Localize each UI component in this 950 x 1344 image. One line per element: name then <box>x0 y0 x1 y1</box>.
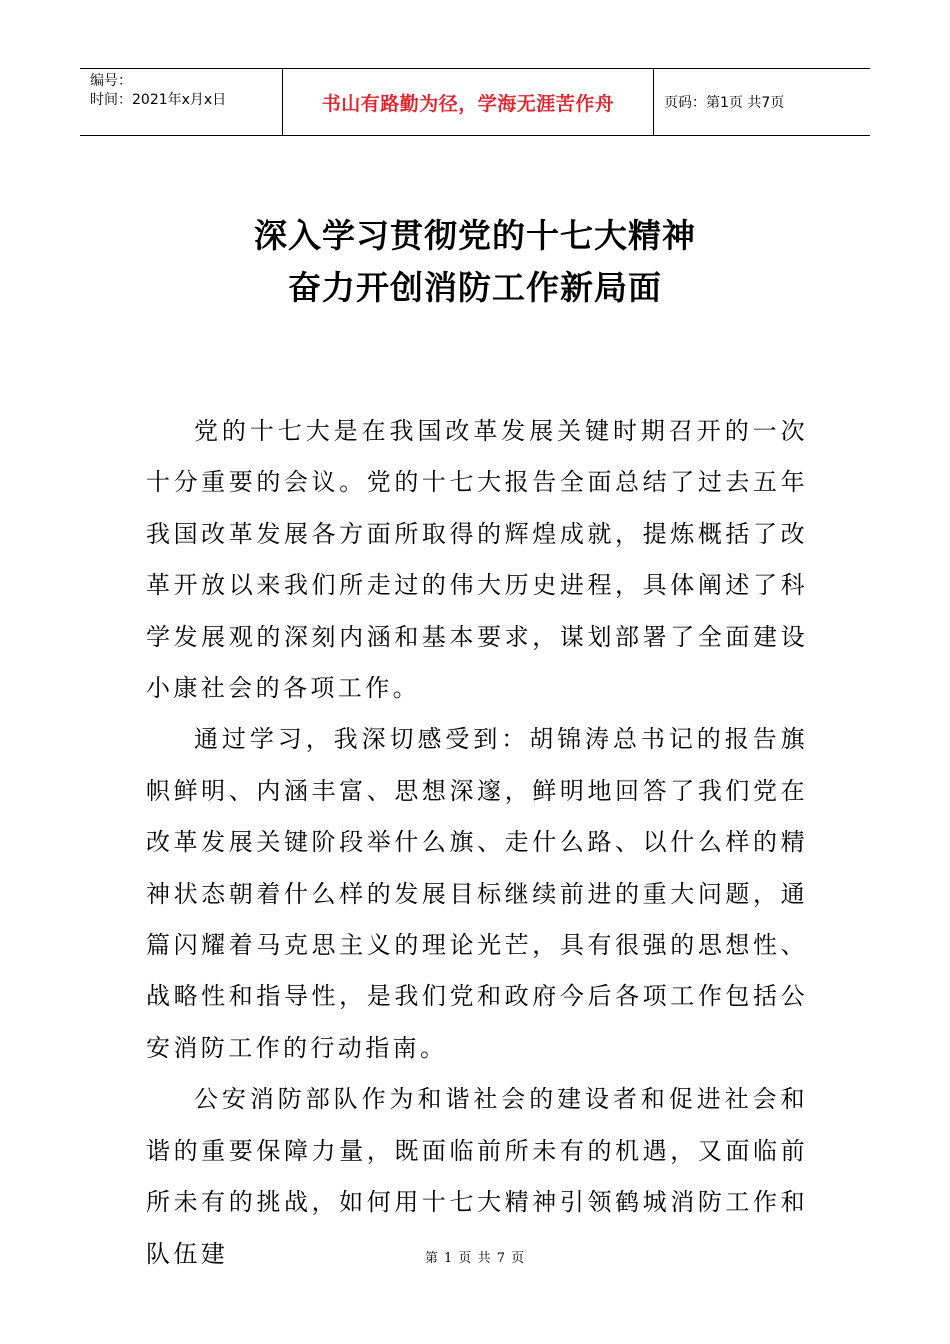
page-info: 页码：第1页 共7页 <box>664 95 785 111</box>
document-header <box>80 68 870 136</box>
time-label: 时间：2021年x月x日 <box>90 92 227 108</box>
motto: 书山有路勤为径，学海无涯苦作舟 <box>321 92 615 115</box>
title-line-2: 奋力开创消防工作新局面 <box>288 268 662 307</box>
number-label: 编号： <box>90 73 132 89</box>
header-page-cell <box>654 69 870 135</box>
paragraph: 公安消防部队作为和谐社会的建设者和促进社会和谐的重要保障力量，既面临前所未有的机遇，又面临前所未有的挑战，如何用十七大精神引领鹤城消防工作和队伍建 <box>146 1085 808 1268</box>
document-body <box>146 406 808 1280</box>
document-title <box>0 210 950 314</box>
title-line-1: 深入学习贯彻党的十七大精神 <box>254 216 696 255</box>
paragraph: 党的十七大是在我国改革发展关键时期召开的一次十分重要的会议。党的十七大报告全面总结了过去五年我国改革发展各方面所取得的辉煌成就，提炼概括了改革开放以来我们所走过的伟大历史进程，具体阐述了科学发展观的深刻内涵和基本要求，谋划部署了全面建设小康社会的各项工作。 <box>146 417 808 703</box>
header-meta <box>80 69 282 135</box>
paragraph: 通过学习，我深切感受到：胡锦涛总书记的报告旗帜鲜明、内涵丰富、思想深邃，鲜明地回答了我们党在改革发展关键阶段举什么旗、走什么路、以什么样的精神状态朝着什么样的发展目标继续前进的重大问题，通篇闪耀着马克思主义的理论光芒，具有很强的思想性、战略性和指导性，是我们党和政府今后各项工作包括公安消防工作的行动指南。 <box>146 725 808 1062</box>
page-footer: 第 1 页 共 7 页 <box>424 1251 526 1266</box>
header-motto-cell <box>282 69 654 135</box>
